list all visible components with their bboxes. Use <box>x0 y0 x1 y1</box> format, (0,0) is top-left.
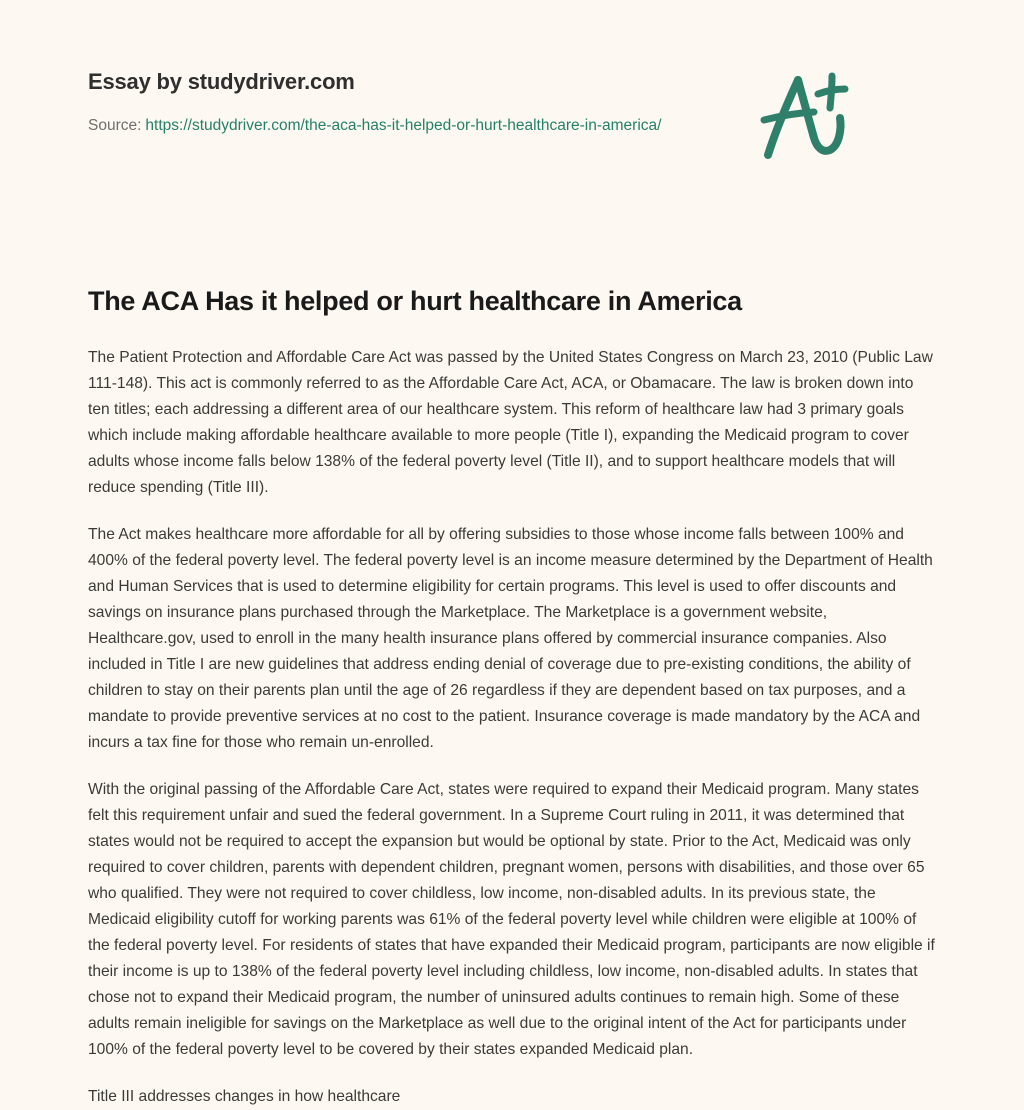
paragraph: The Patient Protection and Affordable Care Act was passed by the United States Congress on March 23, 2010 (Public Law 111-148). This act is commonly referred to as the Affordable Care Act, ACA, or Obamacare. The law is broken down into ten titles; each addressing a different area of our healthcare system. This reform of healthcare law had 3 primary goals which include making affordable healthcare available to more people (Title I), expanding the Medicaid program to cover adults whose income falls below 138% of the federal poverty level (Title II), and to support healthcare models that will reduce spending (Title III). <box>88 349 933 497</box>
paragraph: Title III addresses changes in how healthcare <box>88 1088 401 1106</box>
a-plus-logo-icon <box>748 58 858 168</box>
document-header <box>88 0 936 188</box>
source-label: Source: <box>88 116 142 134</box>
paragraph: The Act makes healthcare more affordable for all by offering subsidies to those whose income falls between 100% and 400% of the federal poverty level. The federal poverty level is an income measure determined by the Department of Health and Human Services that is used to determine eligibility for certain programs. This level is used to offer discounts and savings on insurance plans purchased through the Marketplace. The Marketplace is a government website, Healthcare.gov, used to enroll in the many health insurance plans offered by commercial insurance companies. Also included in Title I are new guidelines that address ending denial of coverage due to pre-existing conditions, the ability of children to stay on their parents plan until the age of 26 regardless if they are dependent based on tax purposes, and a mandate to provide preventive services at no cost to the patient. Insurance coverage is made mandatory by the ACA and incurs a tax fine for those who remain un-enrolled. <box>88 526 933 752</box>
paragraph: With the original passing of the Affordable Care Act, states were required to expand their Medicaid program. Many states felt this requirement unfair and sued the federal government. In a Supreme Court ruling in 2011, it was determined that states would not be required to accept the expansion but would be optional by state. Prior to the Act, Medicaid was only required to cover children, parents with dependent children, pregnant women, persons with disabilities, and those over 65 who qualified. They were not required to cover childless, low income, non-disabled adults. In its previous state, the Medicaid eligibility cutoff for working parents was 61% of the federal poverty level while children were eligible at 100% of the federal poverty level. For residents of states that have expanded their Medicaid program, participants are now eligible if their income is up to 138% of the federal poverty level including childless, low income, non-disabled adults. In states that chose not to expand their Medicaid program, the number of uninsured adults continues to remain high. Some of these adults remain ineligible for savings on the Marketplace as well due to the original intent of the Act for participants under 100% of the federal poverty level to be covered by their states expanded Medicaid plan. <box>88 781 935 1059</box>
document-body <box>88 345 936 1110</box>
essay-byline: Essay by studydriver.com <box>88 69 355 94</box>
page-title: The ACA Has it helped or hurt healthcare in America <box>88 286 742 316</box>
source-link[interactable]: https://studydriver.com/the-aca-has-it-helped-or-hurt-healthcare-in-america/ <box>145 116 662 134</box>
